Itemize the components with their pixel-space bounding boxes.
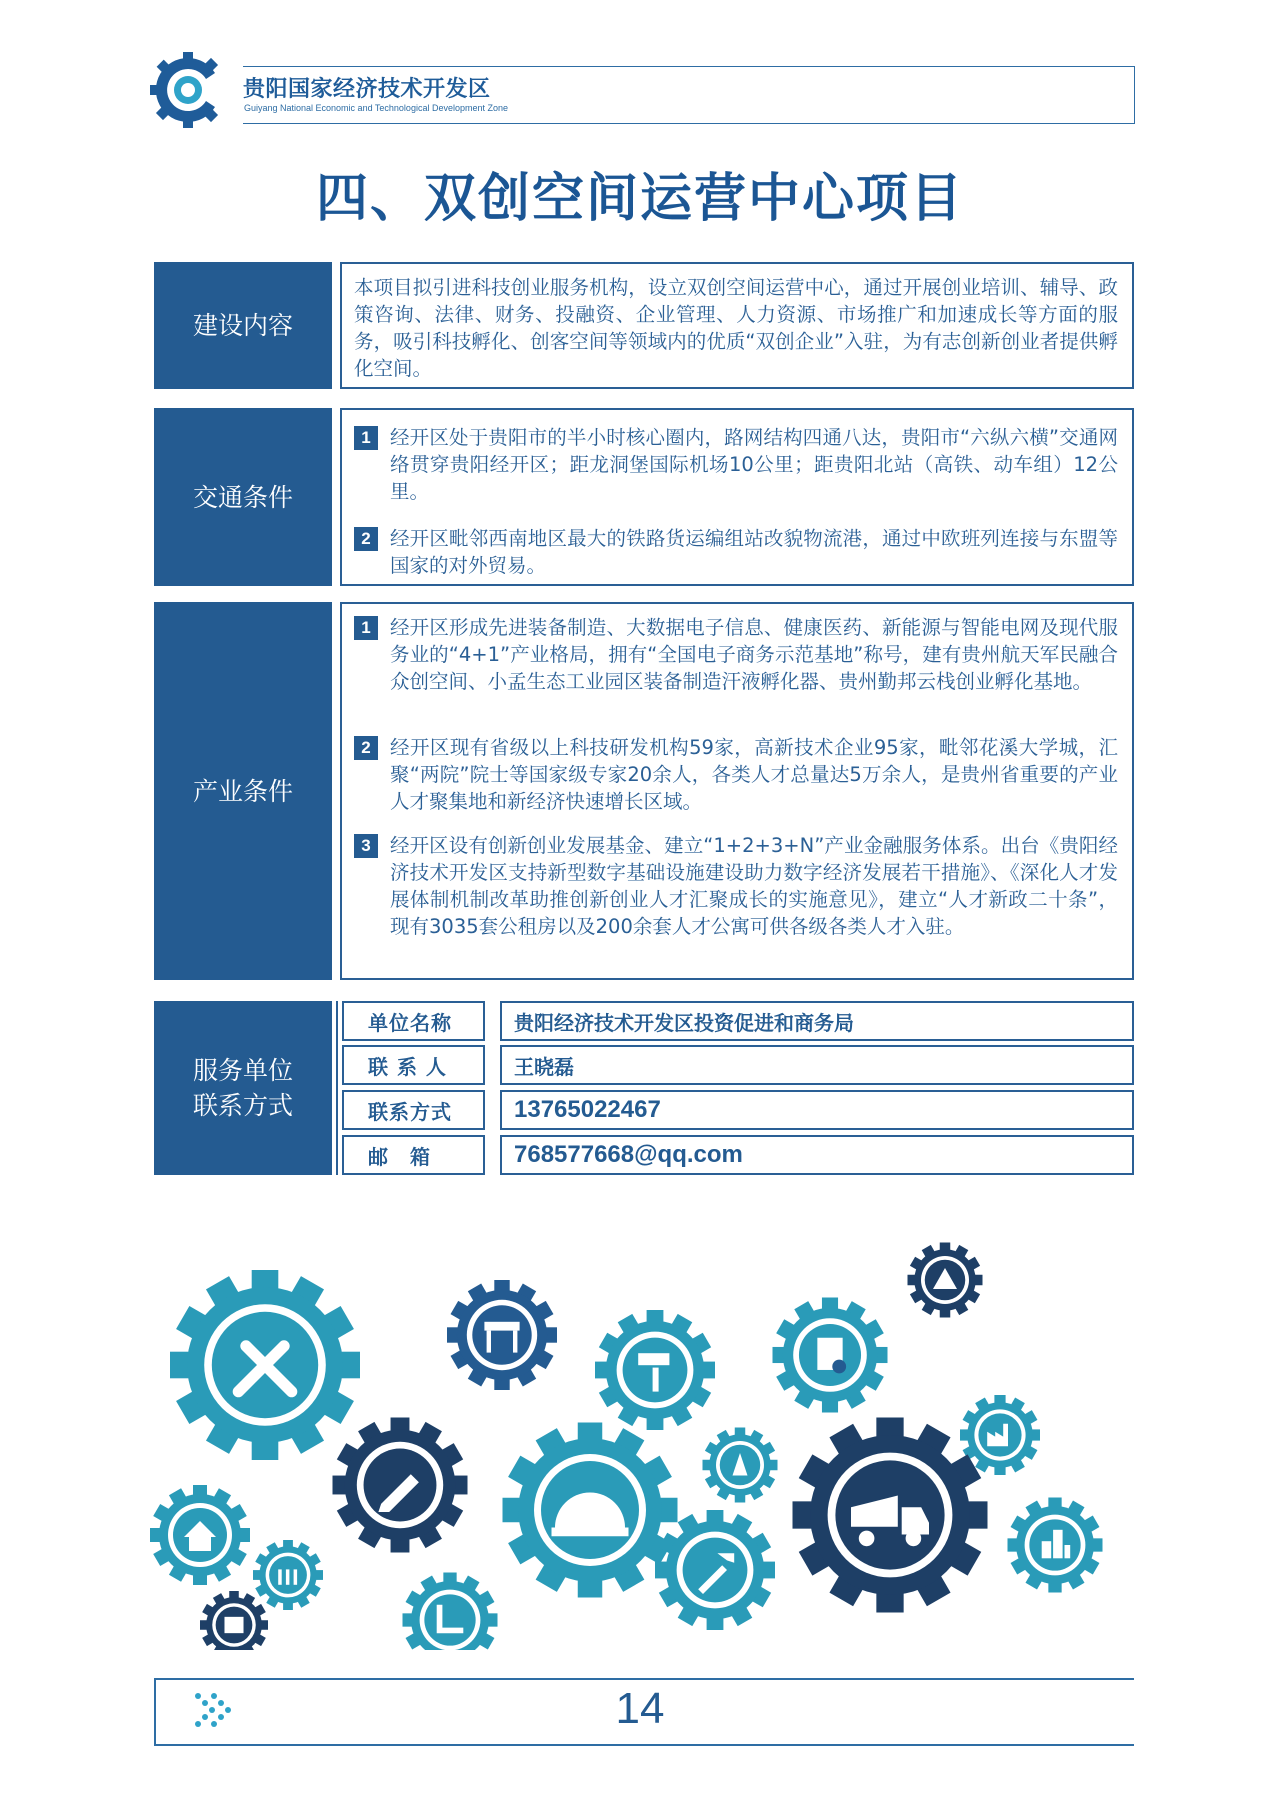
paint-roller-icon (595, 1310, 715, 1430)
transport-item-2 (354, 525, 1118, 579)
pencil-icon (333, 1418, 468, 1553)
number-badge: 2 (354, 736, 378, 760)
industry-item-2 (354, 734, 1118, 815)
header-title: 贵阳国家经济技术开发区 (243, 77, 491, 102)
industry-item-text: 经开区形成先进装备制造、大数据电子信息、健康医药、新能源与智能电网及现代服务业的“4+1”产业格局，拥有“全国电子商务示范基地”称号，建有贵州航天军民融合众创空间、小孟生态工业园区装备制造汗液孵化器、贵州勤邦云栈创业孵化基地。 (390, 616, 1118, 693)
transport-item-text: 经开区处于贵阳市的半小时核心圈内，路网结构四通八达，贵阳市“六纵六横”交通网络贯穿贵阳经开区；距龙洞堡国际机场10公里；距贵阳北站（高铁、动车组）12公里。 (390, 426, 1118, 503)
construction-label-text: 建设内容 (192, 311, 293, 340)
page-title: 四、双创空间运营中心项目 (315, 169, 964, 229)
page-number: 14 (615, 1684, 665, 1733)
industry-box (340, 602, 1134, 980)
chevron-right-icon (192, 1690, 242, 1734)
contact-value-email: 768577668@qq.com (500, 1135, 1134, 1175)
contact-divider (336, 1001, 338, 1175)
construction-text: 本项目拟引进科技创业服务机构，设立双创空间运营中心，通过开展创业培训、辅导、政策咨询、法律、财务、投融资、企业管理、人力资源、市场推广和加速成长等方面的服务，吸引科技孵化、创客空间等领域内的优质“双创企业”入驻，为有志创新创业者提供孵化空间。 (354, 276, 1118, 380)
contact-label-line2: 联系方式 (192, 1091, 293, 1120)
contact-key-person: 联 系 人 (342, 1045, 485, 1085)
transport-label-text: 交通条件 (192, 482, 293, 512)
house-icon (150, 1485, 250, 1585)
industry-item-3 (354, 832, 1118, 940)
contact-value-person: 王晓磊 (500, 1045, 1134, 1085)
contact-value-unit: 贵阳经济技术开发区投资促进和商务局 (500, 1001, 1134, 1041)
section-label-construction (154, 262, 332, 389)
footer-rule-top (154, 1678, 1134, 1680)
contact-key-phone: 联系方式 (342, 1090, 485, 1130)
transport-item-text: 经开区毗邻西南地区最大的铁路货运编组站改貌物流港，通过中欧班列连接与东盟等国家的对外贸易。 (390, 527, 1118, 577)
gears-illustration (150, 1240, 1130, 1650)
section-label-industry (154, 602, 332, 980)
number-badge: 3 (354, 834, 378, 858)
section-label-transport (154, 408, 332, 586)
ruler-icon (403, 1573, 498, 1651)
industry-item-text: 经开区设有创新创业发展基金、建立“1+2+3+N”产业金融服务体系。出台《贵阳经济技术开发区支持新型数字基础设施建设助力数字经济发展若干措施》、《深化人才发展体制机制改革助推创新创业人才汇聚成长的实施意见》，建立“人才新政二十条”，现有3035套公租房以及200余套人才公寓可供各级各类人才入驻。 (390, 834, 1118, 938)
footer-rule-left (154, 1678, 156, 1744)
brick-wall-icon (200, 1591, 268, 1650)
clipboard-clock-icon (773, 1298, 888, 1413)
traffic-cone-icon (703, 1428, 778, 1503)
transport-box (340, 408, 1134, 586)
hammer-icon (655, 1510, 775, 1630)
construction-box (340, 262, 1134, 389)
buildings-icon (1008, 1498, 1103, 1593)
header-subtitle: Guiyang National Economic and Technological Development Zone (244, 103, 508, 113)
logo-gear-icon (150, 52, 226, 128)
contact-value-phone: 13765022467 (500, 1090, 1134, 1130)
industry-item-1 (354, 614, 1118, 695)
industry-item-text: 经开区现有省级以上科技研发机构59家，高新技术企业95家，毗邻花溪大学城，汇聚“两院”院士等国家级专家20余人，各类人才总量达5万余人，是贵州省重要的产业人才聚集地和新经济快速增长区域。 (390, 736, 1118, 813)
warning-icon (908, 1243, 983, 1318)
transport-item-1 (354, 424, 1118, 505)
industry-label-text: 产业条件 (192, 776, 293, 806)
contact-key-unit: 单位名称 (342, 1001, 485, 1041)
number-badge: 1 (354, 616, 378, 640)
number-badge: 2 (354, 527, 378, 551)
barrier-icon (447, 1280, 557, 1390)
contact-key-email: 邮 箱 (342, 1135, 485, 1175)
section-label-contact (154, 1001, 332, 1175)
number-badge: 1 (354, 426, 378, 450)
contact-label-line1: 服务单位 (192, 1056, 293, 1085)
fence-icon (253, 1540, 323, 1610)
hard-hat-icon (503, 1423, 678, 1598)
dump-truck-icon (793, 1418, 988, 1613)
footer-rule-bottom (154, 1744, 1134, 1746)
wrench-screwdriver-icon (170, 1270, 360, 1460)
